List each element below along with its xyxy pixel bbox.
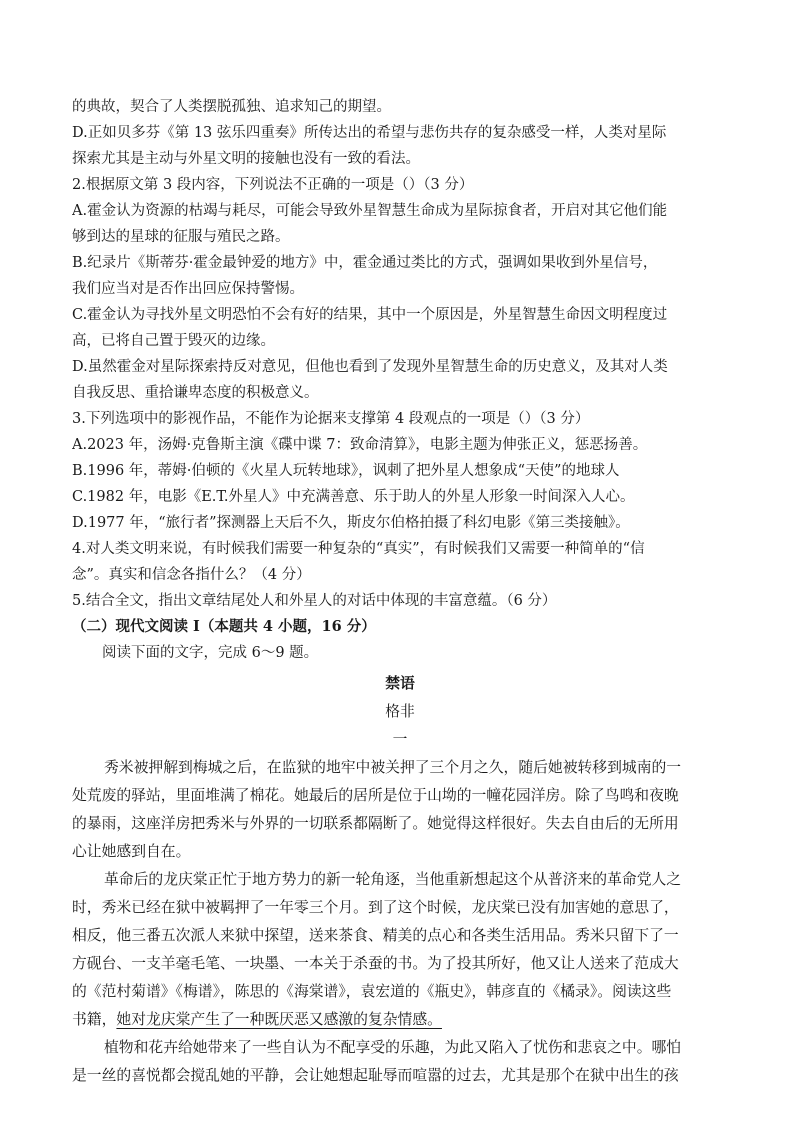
question-stem: 2.根据原文第 3 段内容，下列说法不正确的一项是（）（3 分） bbox=[72, 177, 474, 193]
option-c: C.霍金认为寻找外星文明恐怕不会有好的结果，其中一个原因是，外星智慧生命因文明程度过 bbox=[72, 307, 668, 323]
text-line: 的暴雨，这座洋房把秀米与外界的一切联系都隔断了。她觉得这样很好。失去自由后的无所用 bbox=[72, 815, 679, 832]
option-c-cont: 高，已将自己置于毁灭的边缘。 bbox=[72, 333, 275, 349]
option-d: D.正如贝多芬《第 13 弦乐四重奏》所传达出的希望与悲伤共存的复杂感受一样，人类对星际 bbox=[72, 125, 667, 141]
section-heading: （二）现代文阅读 I（本题共 4 小题，16 分） bbox=[72, 618, 376, 635]
option-a-cont: 够到达的星球的征服与殖民之路。 bbox=[72, 229, 290, 245]
question-2 bbox=[72, 172, 728, 406]
option-c: C.1982 年，电影《E.T.外星人》中充满善意、乐于助人的外星人形象一时间深入人心。 bbox=[72, 489, 635, 505]
text-line bbox=[72, 1006, 728, 1034]
text-line: 处荒废的驿站，里面堆满了棉花。她最后的居所是位于山坳的一幢花园洋房。除了鸟鸣和夜晚 bbox=[72, 787, 679, 804]
story-author: 格非 bbox=[385, 703, 415, 720]
option-d: D.1977 年，“旅行者”探测器上天后不久，斯皮尔伯格拍摄了科幻电影《第三类接触》。 bbox=[72, 515, 630, 531]
question-1-tail bbox=[72, 94, 728, 172]
text-line: 植物和花卉给她带来了一些自认为不配享受的乐趣，为此又陷入了忧伤和悲哀之中。哪怕 bbox=[104, 1039, 682, 1056]
question-stem-cont: 念”。真实和信念各指什么？（4 分） bbox=[72, 567, 311, 583]
story-passage bbox=[72, 670, 728, 1090]
paragraph-3 bbox=[72, 1034, 728, 1090]
option-a: A.2023 年，汤姆·克鲁斯主演《碟中谍 7：致命清算》，电影主题为伸张正义，惩恶扬善。 bbox=[72, 437, 648, 453]
text-line: 相反，他三番五次派人来狱中探望，送来茶食、精美的点心和各类生活用品。秀米只留下了一 bbox=[72, 927, 679, 944]
text-line: 是一丝的喜悦都会搅乱她的平静，会让她想起耻辱而喧嚣的过去，尤其是那个在狱中出生的孩 bbox=[72, 1067, 679, 1084]
option-a: A.霍金认为资源的枯竭与耗尽，可能会导致外星智慧生命成为星际掠食者，开启对其它他们能 bbox=[72, 203, 668, 219]
text-line: 的典故，契合了人类摆脱孤独、追求知己的期望。 bbox=[72, 99, 391, 115]
option-d-cont: 探索尤其是主动与外星文明的接触也没有一致的看法。 bbox=[72, 151, 420, 167]
question-stem: 5.结合全文，指出文章结尾处人和外星人的对话中体现的丰富意蕴。（6 分） bbox=[72, 593, 557, 609]
paragraph-2 bbox=[72, 866, 728, 1034]
text-line: 心让她感到自在。 bbox=[72, 843, 191, 860]
question-stem: 4.对人类文明来说，有时候我们需要一种复杂的“真实”，有时候我们又需要一种简单的“信 bbox=[72, 541, 645, 557]
text-span: 书籍， bbox=[72, 1011, 117, 1028]
story-part-number: 一 bbox=[392, 731, 408, 748]
question-3 bbox=[72, 406, 728, 536]
paragraph-1 bbox=[72, 754, 728, 866]
story-title: 禁语 bbox=[385, 675, 415, 692]
text-line: 秀米被押解到梅城之后，在监狱的地牢中被关押了三个月之久，随后她被转移到城南的一 bbox=[104, 759, 682, 776]
text-line: 革命后的龙庆棠正忙于地方势力的新一轮角逐，当他重新想起这个从普济来的革命党人之 bbox=[104, 871, 682, 888]
text-line: 的《范村菊谱》《梅谱》，陈思的《海棠谱》，袁宏道的《瓶史》，韩彦直的《橘录》。阅读这些 bbox=[72, 983, 672, 1000]
question-5 bbox=[72, 588, 728, 614]
section-instruction: 阅读下面的文字，完成 6～9 题。 bbox=[102, 645, 319, 661]
option-d: D.虽然霍金对星际探索持反对意见，但他也看到了发现外星智慧生命的历史意义，及其对人类 bbox=[72, 359, 668, 375]
option-d-cont: 自我反思、重拾谦卑态度的积极意义。 bbox=[72, 385, 319, 401]
text-line: 时，秀米已经在狱中被羁押了一年零三个月。到了这个时候，龙庆棠已没有加害她的意思了， bbox=[72, 899, 679, 916]
option-b: B.1996 年，蒂姆·伯顿的《火星人玩转地球》，讽刺了把外星人想象成“天使”的地球人 bbox=[72, 463, 620, 479]
option-b-cont: 我们应当对是否作出回应保持警惕。 bbox=[72, 281, 304, 297]
question-4 bbox=[72, 536, 728, 588]
section-2 bbox=[72, 614, 728, 666]
question-stem: 3.下列选项中的影视作品，不能作为论据来支撑第 4 段观点的一项是（）（3 分） bbox=[72, 411, 590, 427]
text-line: 方砚台、一支羊毫毛笔、一块墨、一本关于杀蚕的书。为了投其所好，他又让人送来了范成大 bbox=[72, 955, 679, 972]
option-b: B.纪录片《斯蒂芬·霍金最钟爱的地方》中，霍金通过类比的方式，强调如果收到外星信号， bbox=[72, 255, 658, 271]
underlined-sentence: 她对龙庆棠产生了一种既厌恶又感激的复杂情感。 bbox=[116, 1011, 442, 1028]
